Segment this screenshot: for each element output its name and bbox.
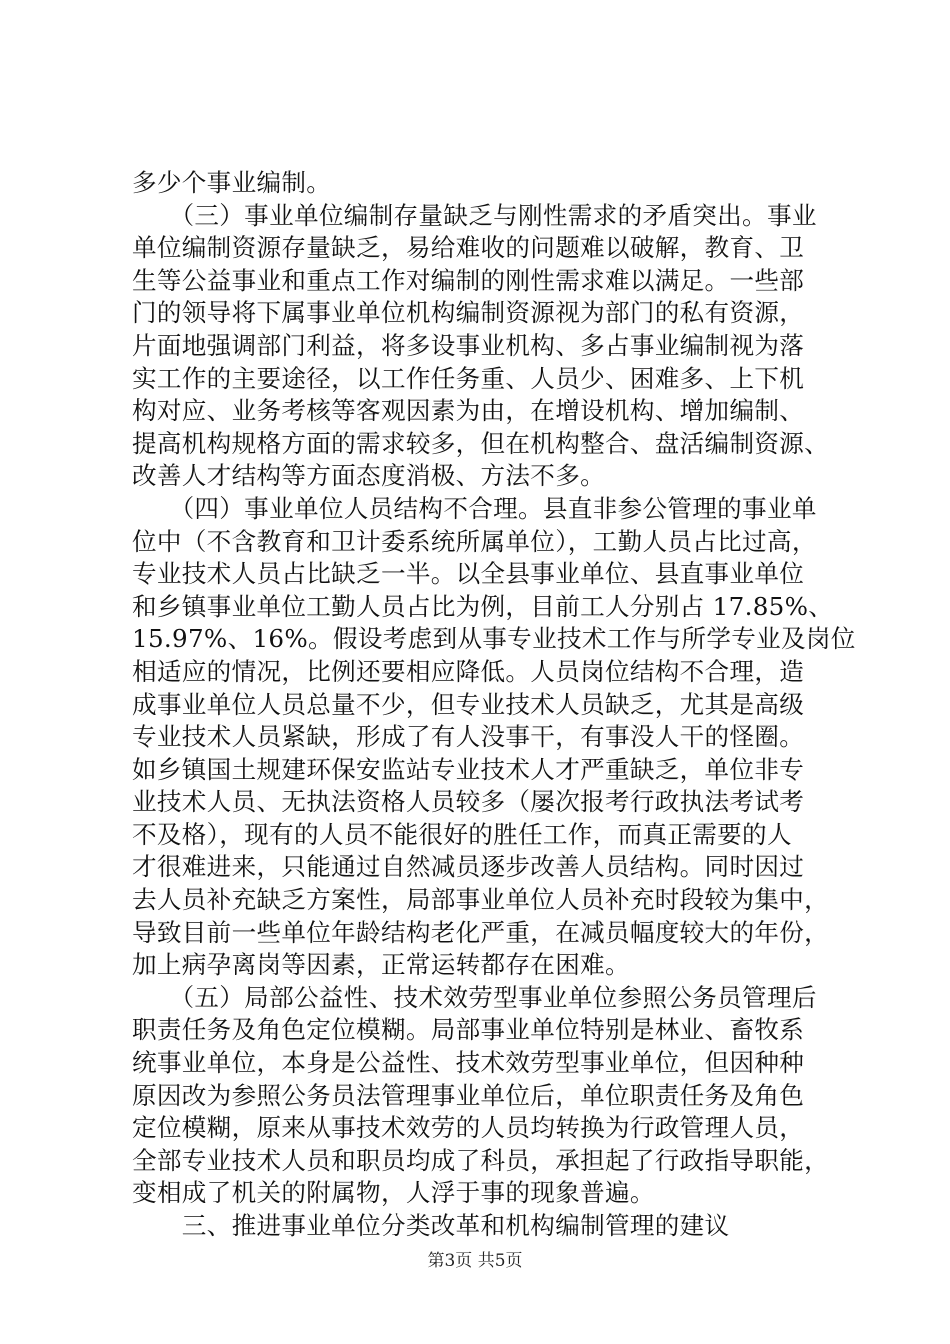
text-line: 专业技术人员占比缺乏一半。以全县事业单位、县直事业单位 bbox=[132, 559, 805, 589]
text-line: 生等公益事业和重点工作对编制的刚性需求难以满足。一些部 bbox=[132, 265, 805, 295]
page-number: 第3页 共5页 bbox=[427, 1251, 523, 1271]
text-line: 变相成了机关的附属物，人浮于事的现象普遍。 bbox=[132, 1178, 655, 1208]
text-line: 专业技术人员紧缺，形成了有人没事干，有事没人干的怪圈。 bbox=[132, 722, 805, 752]
text-line: 业技术人员、无执法资格人员较多（屡次报考行政执法考试考 bbox=[132, 787, 805, 817]
text-line: 去人员补充缺乏方案性，局部事业单位人员补充时段较为集中， bbox=[132, 885, 830, 915]
text-line: 和乡镇事业单位工勤人员占比为例，目前工人分别占 17.85%、 bbox=[132, 591, 834, 621]
text-line: 导致目前一些单位年龄结构老化严重，在减员幅度较大的年份， bbox=[132, 917, 830, 947]
text-line: 不及格），现有的人员不能很好的胜任工作，而真正需要的人 bbox=[132, 819, 792, 849]
text-line: （四）事业单位人员结构不合理。县直非参公管理的事业单 bbox=[132, 493, 817, 523]
text-line: 提高机构规格方面的需求较多，但在机构整合、盘活编制资源、 bbox=[132, 428, 830, 458]
text-line: （三）事业单位编制存量缺乏与刚性需求的矛盾突出。事业 bbox=[132, 200, 817, 230]
text-line: 改善人才结构等方面态度消极、方法不多。 bbox=[132, 461, 605, 491]
text-line: 单位编制资源存量缺乏，易给难收的问题难以破解，教育、卫 bbox=[132, 233, 805, 263]
text-line: 片面地强调部门利益，将多设事业机构、多占事业编制视为落 bbox=[132, 330, 805, 360]
text-line: 实工作的主要途径，以工作任务重、人员少、困难多、上下机 bbox=[132, 363, 805, 393]
text-line: 成事业单位人员总量不少，但专业技术人员缺乏，尤其是高级 bbox=[132, 689, 805, 719]
text-line: 定位模糊，原来从事技术效劳的人员均转换为行政管理人员， bbox=[132, 1113, 805, 1143]
text-line: 原因改为参照公务员法管理事业单位后，单位职责任务及角色 bbox=[132, 1080, 805, 1110]
text-line: 15.97%、16%。假设考虑到从事专业技术工作与所学专业及岗位 bbox=[132, 624, 856, 654]
text-line: 门的领导将下属事业单位机构编制资源视为部门的私有资源， bbox=[132, 298, 805, 328]
text-line: 构对应、业务考核等客观因素为由，在增设机构、增加编制、 bbox=[132, 396, 805, 426]
text-line: 加上病孕离岗等因素，正常运转都存在困难。 bbox=[132, 950, 630, 980]
text-line: 位中（不含教育和卫计委系统所属单位），工勤人员占比过高， bbox=[132, 526, 817, 556]
text-line: 相适应的情况，比例还要相应降低。人员岗位结构不合理，造 bbox=[132, 656, 805, 686]
text-line: 多少个事业编制。 bbox=[132, 168, 332, 197]
section-heading: 三、推进事业单位分类改革和机构编制管理的建议 bbox=[132, 1211, 730, 1240]
text-line: 如乡镇国土规建环保安监站专业技术人才严重缺乏，单位非专 bbox=[132, 754, 805, 784]
text-line: 才很难进来，只能通过自然减员逐步改善人员结构。同时因过 bbox=[132, 852, 805, 882]
text-line: （五）局部公益性、技术效劳型事业单位参照公务员管理后 bbox=[132, 982, 817, 1012]
text-line: 统事业单位，本身是公益性、技术效劳型事业单位，但因种种 bbox=[132, 1048, 805, 1078]
body-text bbox=[132, 167, 856, 1243]
text-line: 全部专业技术人员和职员均成了科员，承担起了行政指导职能， bbox=[132, 1145, 830, 1175]
text-line: 职责任务及角色定位模糊。局部事业单位特别是林业、畜牧系 bbox=[132, 1015, 805, 1045]
